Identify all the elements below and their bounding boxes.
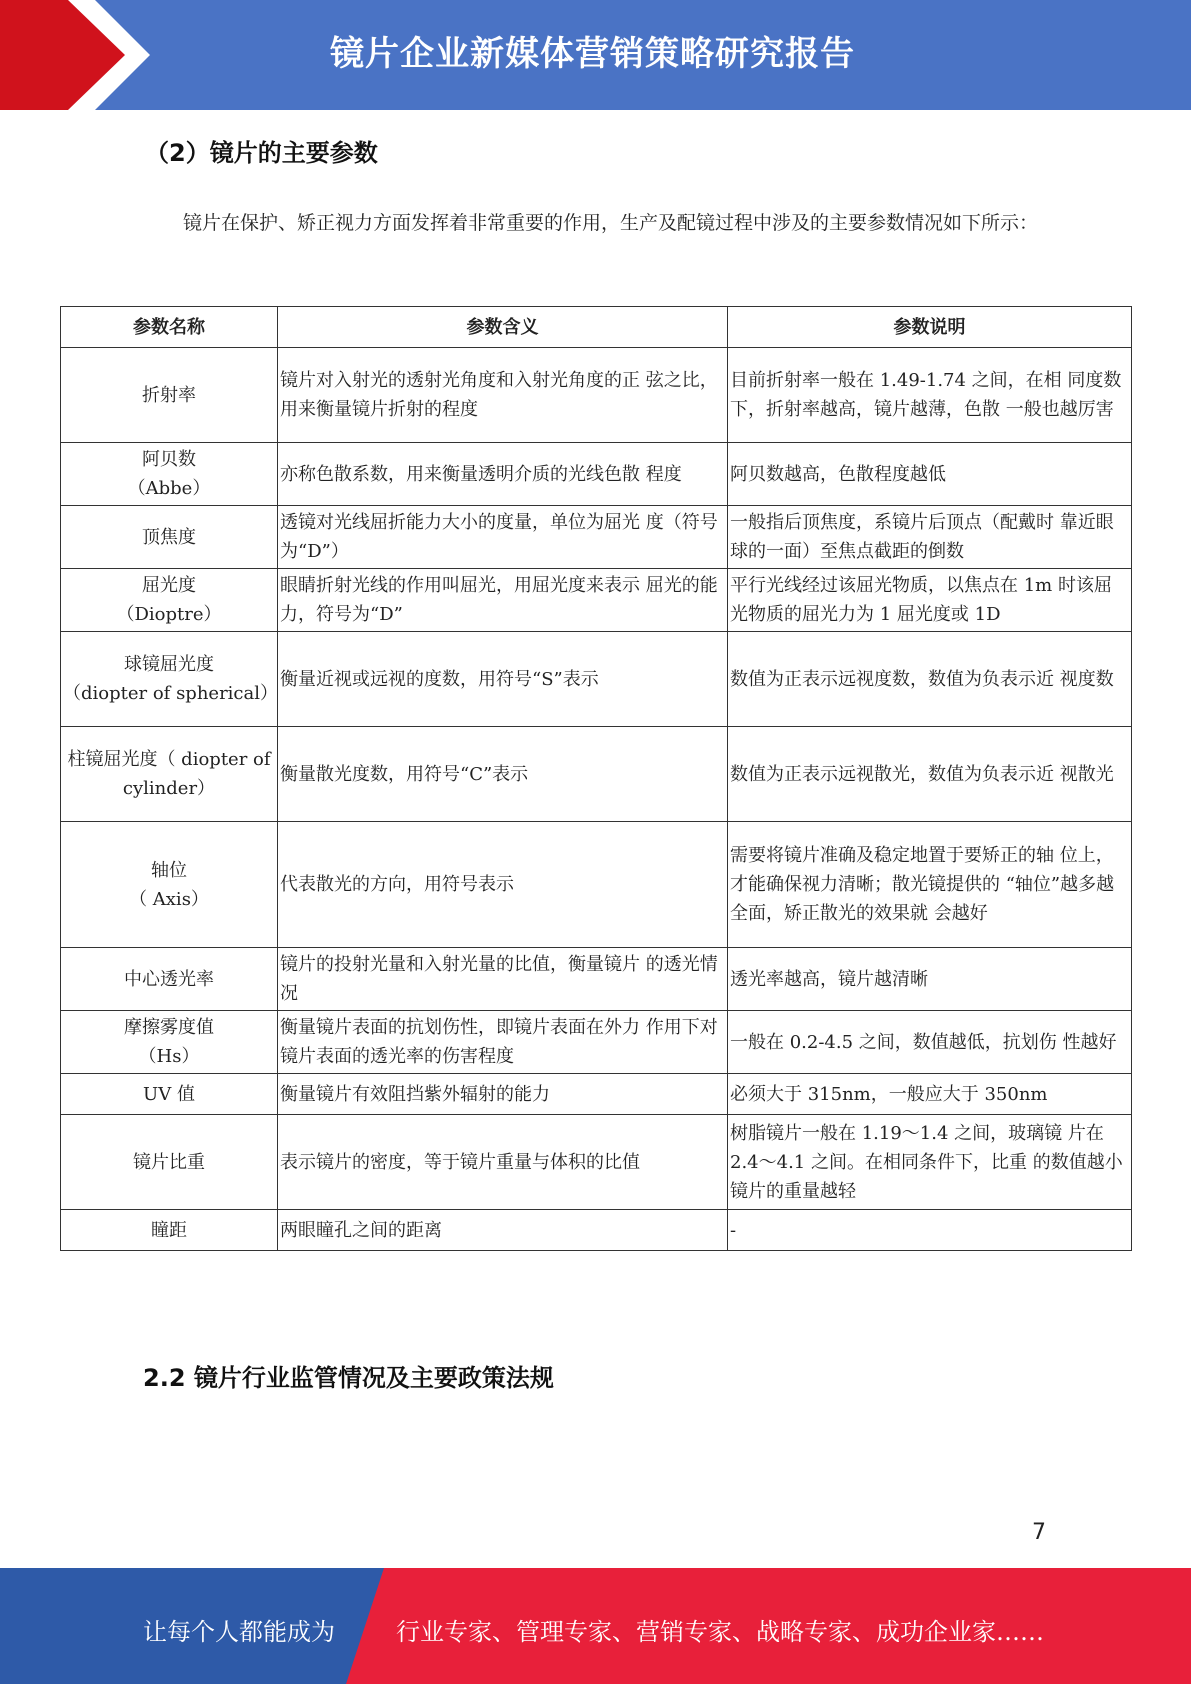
param-name-cell — [61, 443, 278, 506]
table-row — [61, 506, 1132, 569]
report-title: 镜片企业新媒体营销策略研究报告 — [330, 34, 855, 74]
table-row — [61, 822, 1132, 948]
param-name-english: cylinder） — [122, 778, 216, 799]
param-meaning: 镜片的投射光量和入射光量的比值，衡量镜片 的透光情况 — [278, 948, 728, 1011]
param-note: 一般指后顶焦度，系镜片后顶点（配戴时 靠近眼球的一面）至焦点截距的倒数 — [728, 506, 1132, 569]
param-name-english: （Abbe） — [127, 478, 211, 499]
param-meaning: 亦称色散系数，用来衡量透明介质的光线色散 程度 — [278, 443, 728, 506]
param-note: 必须大于 315nm，一般应大于 350nm — [728, 1074, 1132, 1115]
param-meaning: 两眼瞳孔之间的距离 — [278, 1210, 728, 1251]
column-header-name: 参数名称 — [61, 307, 278, 348]
lens-parameters-table — [60, 306, 1132, 1251]
page-number: 7 — [1032, 1520, 1046, 1545]
param-name-cell — [61, 1115, 278, 1210]
param-name: 球镜屈光度 — [124, 654, 214, 675]
param-name-cell — [61, 632, 278, 727]
param-name: 顶焦度 — [142, 526, 196, 548]
header-chevron-decoration — [0, 0, 160, 110]
param-name: 阿贝数 — [142, 449, 196, 470]
table-row — [61, 1210, 1132, 1251]
column-header-note: 参数说明 — [728, 307, 1132, 348]
param-note: 数值为正表示远视度数，数值为负表示近 视度数 — [728, 632, 1132, 727]
param-note: 阿贝数越高，色散程度越低 — [728, 443, 1132, 506]
param-meaning: 镜片对入射光的透射光角度和入射光角度的正 弦之比，用来衡量镜片折射的程度 — [278, 348, 728, 443]
page-header — [0, 0, 1191, 110]
table-row — [61, 632, 1132, 727]
table-row — [61, 569, 1132, 632]
param-note: - — [728, 1210, 1132, 1251]
footer-slogan-left: 让每个人都能成为 — [143, 1618, 335, 1646]
param-meaning: 表示镜片的密度，等于镜片重量与体积的比值 — [278, 1115, 728, 1210]
table-header-row — [61, 307, 1132, 348]
param-name: 瞳距 — [151, 1219, 187, 1241]
param-name-cell — [61, 948, 278, 1011]
param-name-cell — [61, 569, 278, 632]
param-meaning: 透镜对光线屈折能力大小的度量，单位为屈光 度（符号为“D”） — [278, 506, 728, 569]
param-note: 透光率越高，镜片越清晰 — [728, 948, 1132, 1011]
param-name: 屈光度 — [142, 575, 196, 596]
param-meaning: 代表散光的方向，用符号表示 — [278, 822, 728, 948]
param-name: 中心透光率 — [124, 968, 214, 990]
footer-slogan-right: 行业专家、管理专家、营销专家、战略专家、成功企业家…… — [396, 1618, 1044, 1646]
param-name-cell — [61, 1210, 278, 1251]
table-row — [61, 1011, 1132, 1074]
param-meaning: 衡量散光度数，用符号“C”表示 — [278, 727, 728, 822]
param-name-cell — [61, 1074, 278, 1115]
table-row — [61, 443, 1132, 506]
param-name-english: （ Axis） — [129, 888, 209, 910]
subsection-heading: 2.2 镜片行业监管情况及主要政策法规 — [143, 1364, 554, 1392]
param-name-english: （Hs） — [138, 1046, 200, 1067]
param-name: 柱镜屈光度（ diopter of — [67, 749, 271, 770]
page-footer — [0, 1568, 1191, 1684]
table-row — [61, 727, 1132, 822]
param-name-english: （Dioptre） — [116, 604, 222, 625]
param-name: 折射率 — [142, 384, 196, 406]
section-heading: （2）镜片的主要参数 — [145, 139, 378, 167]
param-meaning: 眼睛折射光线的作用叫屈光，用屈光度来表示 屈光的能力，符号为“D” — [278, 569, 728, 632]
param-name-cell — [61, 822, 278, 948]
param-name-cell — [61, 348, 278, 443]
param-name-cell — [61, 506, 278, 569]
param-name: 摩擦雾度值 — [124, 1017, 214, 1038]
param-note: 需要将镜片准确及稳定地置于要矫正的轴 位上，才能确保视力清晰；散光镜提供的 “轴位”越多越全面，矫正散光的效果就 会越好 — [728, 822, 1132, 948]
param-meaning: 衡量镜片表面的抗划伤性，即镜片表面在外力 作用下对镜片表面的透光率的伤害程度 — [278, 1011, 728, 1074]
param-name: UV 值 — [143, 1083, 195, 1105]
param-name: 轴位 — [151, 859, 187, 881]
param-note: 平行光线经过该屈光物质，以焦点在 1m 时该屈光物质的屈光力为 1 屈光度或 1D — [728, 569, 1132, 632]
table-row — [61, 1115, 1132, 1210]
param-name-cell — [61, 1011, 278, 1074]
param-meaning: 衡量镜片有效阻挡紫外辐射的能力 — [278, 1074, 728, 1115]
table-row — [61, 948, 1132, 1011]
param-name: 镜片比重 — [133, 1151, 205, 1173]
param-note: 目前折射率一般在 1.49-1.74 之间，在相 同度数下，折射率越高，镜片越薄，色散 一般也越厉害 — [728, 348, 1132, 443]
table-row — [61, 348, 1132, 443]
intro-paragraph: 镜片在保护、矫正视力方面发挥着非常重要的作用，生产及配镜过程中涉及的主要参数情况如下所示： — [183, 212, 1039, 234]
column-header-meaning: 参数含义 — [278, 307, 728, 348]
param-note: 一般在 0.2-4.5 之间，数值越低，抗划伤 性越好 — [728, 1011, 1132, 1074]
param-name-cell — [61, 727, 278, 822]
param-meaning: 衡量近视或远视的度数，用符号“S”表示 — [278, 632, 728, 727]
param-name-english: （diopter of spherical） — [63, 683, 279, 704]
table-row — [61, 1074, 1132, 1115]
param-note: 树脂镜片一般在 1.19～1.4 之间，玻璃镜 片在 2.4～4.1 之间。在相同条件下，比重 的数值越小镜片的重量越轻 — [728, 1115, 1132, 1210]
param-note: 数值为正表示远视散光，数值为负表示近 视散光 — [728, 727, 1132, 822]
